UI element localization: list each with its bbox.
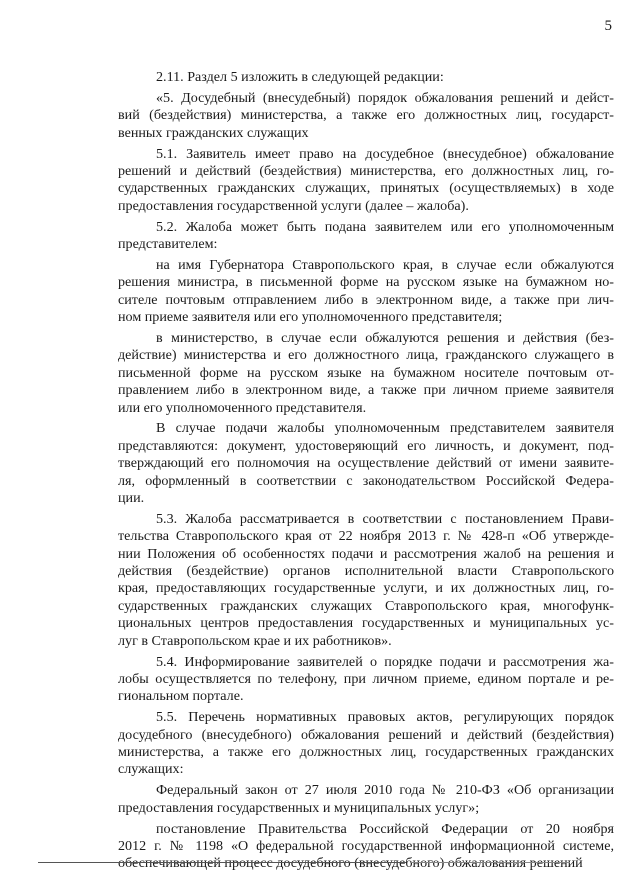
text-line: ля, оформленный в соответствии с законодательством Российской Федера-: [118, 472, 614, 489]
text-line: представляются: документ, удостоверяющий его личность, и документ, под-: [118, 437, 614, 454]
text-line: сударственных гражданских служащих, принятых (осуществляемых) в ходе: [118, 180, 614, 197]
paragraph: [118, 146, 614, 216]
document-body: [118, 69, 614, 873]
paragraph: [118, 511, 614, 650]
text-line: Федеральный закон от 27 июля 2010 года № 210-ФЗ «Об организации: [156, 782, 614, 799]
text-line: нии Положения об особенностях подачи и рассмотрения жалоб на решения и: [118, 545, 614, 562]
text-line: 2012 г. № 1198 «О федеральной государственной информационной системе,: [118, 837, 614, 854]
text-line: 5.1. Заявитель имеет право на досудебное (внесудебное) обжалование: [156, 145, 614, 162]
page-number: 5: [604, 18, 612, 34]
paragraph: [118, 69, 614, 86]
text-line: постановление Правительства Российской Федерации от 20 ноября: [156, 820, 614, 837]
paragraph: [118, 782, 614, 817]
text-line: гиональном портале.: [118, 688, 244, 705]
text-line: лобы осуществляется по телефону, при личном приеме, едином портале и ре-: [118, 670, 614, 687]
text-line: действие) министерства и его должностного лица, гражданского служащего в: [118, 347, 614, 364]
text-line: тверждающий его полномочия на осуществление действий от имени заявите-: [118, 455, 614, 472]
text-line: 5.5. Перечень нормативных правовых актов, регулирующих порядок: [156, 709, 614, 726]
text-line: решений и действий (бездействия) министерства, его должностных лиц, го-: [118, 162, 614, 179]
text-line: министерства, а также его должностных лиц, государственных гражданских: [118, 743, 614, 760]
text-line: решения министра, в письменной форме на русском языке на бумажном но-: [118, 274, 614, 291]
text-line: на имя Губернатора Ставропольского края, в случае если обжалуются: [156, 256, 614, 273]
text-line: сителе почтовым отправлением либо в электронном виде, а также при лич-: [118, 291, 614, 308]
text-line: предоставления государственной услуги (далее – жалоба).: [118, 197, 469, 214]
text-line: 2.11. Раздел 5 изложить в следующей редакции:: [156, 69, 444, 85]
text-line: ном приеме заявителя или его уполномоченного представителя;: [118, 309, 503, 326]
text-line: служащих:: [118, 761, 184, 778]
text-line: 5.2. Жалоба может быть подана заявителем или его уполномоченным: [156, 218, 614, 235]
text-line: предоставления государственных и муниципальных услуг»;: [118, 799, 480, 816]
text-line: ции.: [118, 489, 145, 506]
text-line: В случае подачи жалобы уполномоченным представителем заявителя: [156, 420, 614, 437]
text-line: обеспечивающей процесс досудебного (внесудебного) обжалования решений: [118, 855, 583, 872]
paragraph: [118, 257, 614, 327]
text-line: действия (бездействие) органов исполнительной власти Ставропольского: [118, 563, 614, 580]
text-line: письменной форме на русском языке на бумажном носителе почтовым от-: [118, 364, 614, 381]
text-line: «5. Досудебный (внесудебный) порядок обжалования решений и дейст-: [156, 89, 614, 106]
paragraph: [118, 90, 614, 142]
paragraph: [118, 709, 614, 779]
text-line: сударственных гражданских служащих Ставропольского края, многофунк-: [118, 597, 614, 614]
text-line: 5.4. Информирование заявителей о порядке подачи и рассмотрения жа-: [156, 653, 614, 670]
text-line: циональных центров предоставления государственных и муниципальных ус-: [118, 615, 614, 632]
text-line: в министерство, в случае если обжалуются решения и действия (без-: [156, 329, 614, 346]
text-line: 5.3. Жалоба рассматривается в соответствии с постановлением Прави-: [156, 510, 614, 527]
text-line: представителем:: [118, 236, 218, 253]
paragraph: [118, 330, 614, 417]
text-line: края, предоставляющих государственные услуги, и их должностных лиц, го-: [118, 580, 614, 597]
text-line: венных гражданских служащих: [118, 124, 309, 141]
paragraph: [118, 654, 614, 706]
text-line: луг в Ставропольском крае и их работников».: [118, 632, 392, 649]
text-line: тельства Ставропольского края от 22 ноября 2013 г. № 428-п «Об утвержде-: [118, 528, 614, 545]
text-line: досудебного (внесудебного) обжалования решений и действий (бездействия): [118, 726, 614, 743]
text-line: или его уполномоченного представителя.: [118, 399, 367, 416]
paragraph: [118, 219, 614, 254]
text-line: правлением либо в электронном виде, а также при личном приеме заявителя: [118, 382, 614, 399]
bottom-scan-line: [38, 862, 406, 863]
bottom-scan-line-right: [410, 862, 570, 863]
text-line: вий (бездействия) министерства, а также его должностных лиц, государст-: [118, 107, 614, 124]
paragraph: [118, 420, 614, 507]
paragraph: [118, 821, 614, 873]
